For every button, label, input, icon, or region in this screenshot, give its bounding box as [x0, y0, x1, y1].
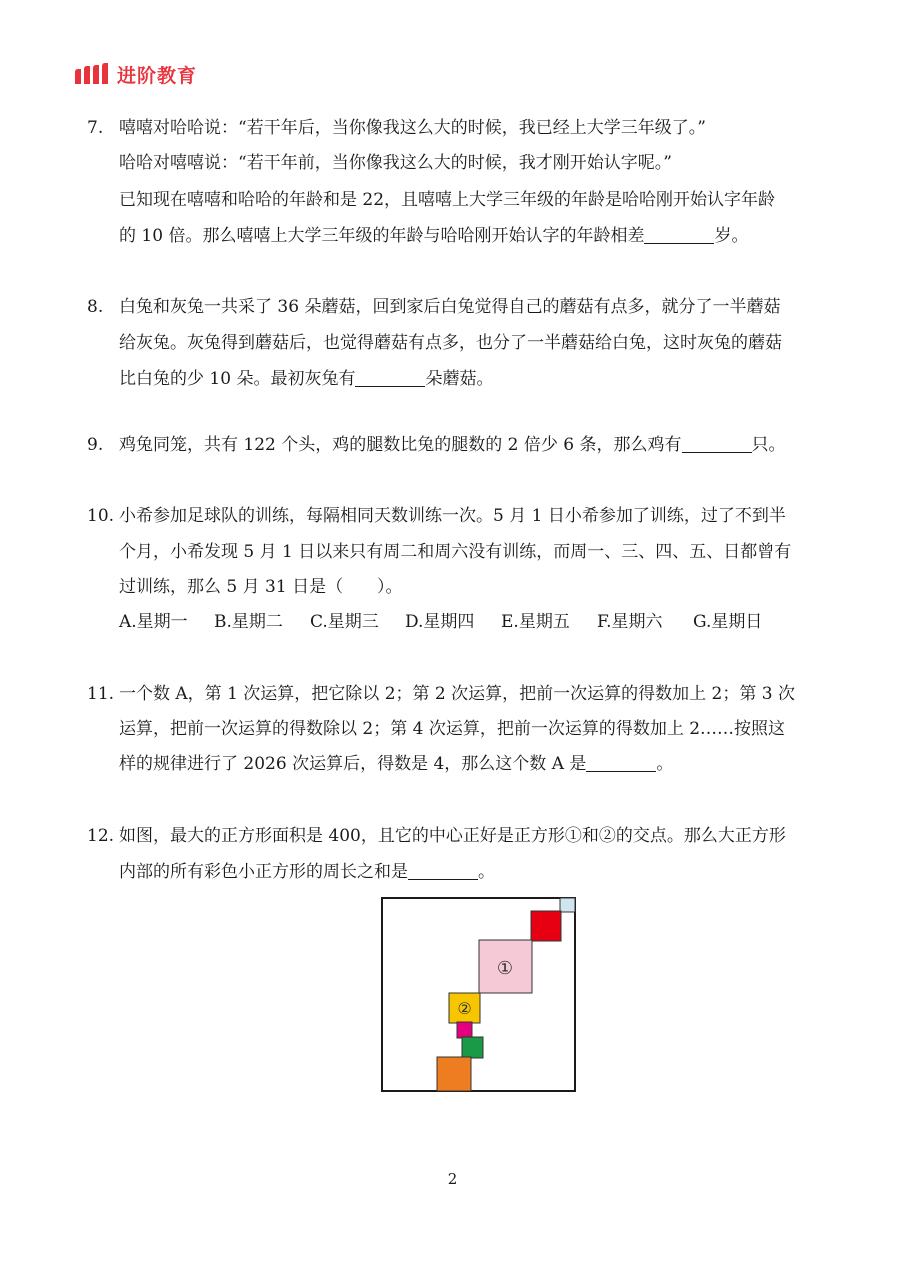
- question-line: 哈哈对嘻嘻说：“若干年前，当你像我这么大的时候，我才刚开始认字呢。”: [119, 153, 672, 173]
- question-text: 内部的所有彩色小正方形的周长之和是: [119, 862, 408, 882]
- option-g: G.星期日: [693, 612, 763, 632]
- question-number: 9.: [87, 435, 104, 455]
- question-line: 白兔和灰兔一共采了 36 朵蘑菇，回到家后白兔觉得自己的蘑菇有点多，就分了一半蘑菇: [119, 297, 781, 317]
- page-number: 2: [447, 1170, 458, 1188]
- question-line-with-blank: [119, 753, 673, 775]
- question-number: 12.: [87, 826, 115, 846]
- brand-logo-icon: [74, 63, 114, 85]
- option-d: D.星期四: [405, 612, 475, 632]
- question-line: 已知现在嘻嘻和哈哈的年龄和是 22，且嘻嘻上大学三年级的年龄是哈哈刚开始认字年龄: [119, 190, 776, 210]
- magenta-square: [457, 1022, 472, 1038]
- question-number: 10.: [87, 506, 115, 526]
- answer-blank: [682, 434, 752, 453]
- question-line-with-blank: [119, 861, 495, 883]
- orange-square: [437, 1057, 471, 1091]
- question-text: 鸡兔同笼，共有 122 个头，鸡的腿数比兔的腿数的 2 倍少 6 条，那么鸡有: [119, 435, 682, 455]
- label-2: ②: [457, 999, 472, 1018]
- question-suffix: 朵蘑菇。: [425, 369, 494, 389]
- question-number: 11.: [87, 684, 115, 704]
- question-suffix: 。: [478, 862, 495, 882]
- question-suffix: 岁。: [714, 226, 749, 246]
- answer-blank: [644, 225, 714, 244]
- question-line: 过训练，那么 5 月 31 日是（ ）。: [119, 577, 403, 597]
- option-e: E.星期五: [501, 612, 570, 632]
- red-square: [531, 911, 561, 941]
- answer-blank: [355, 368, 425, 387]
- question-text: 样的规律进行了 2026 次运算后，得数是 4，那么这个数 A 是: [119, 754, 587, 774]
- question-line: 一个数 A，第 1 次运算，把它除以 2；第 2 次运算，把前一次运算的得数加上 2；第 3 次: [119, 684, 795, 704]
- question-suffix: 只。: [751, 435, 786, 455]
- question-line-with-blank: [119, 225, 748, 247]
- brand-name: 进阶教育: [117, 64, 198, 87]
- green-square: [462, 1037, 483, 1058]
- option-c: C.星期三: [310, 612, 379, 632]
- question-line: 运算，把前一次运算的得数除以 2；第 4 次运算，把前一次运算的得数加上 2……按照这: [119, 719, 786, 739]
- question-line: 嘻嘻对哈哈说：“若干年后，当你像我这么大的时候，我已经上大学三年级了。”: [119, 118, 706, 138]
- option-f: F.星期六: [597, 612, 663, 632]
- question-number: 8.: [87, 297, 104, 317]
- squares-figure: [380, 896, 578, 1094]
- light-blue-square: [560, 898, 575, 912]
- option-a: A.星期一: [119, 612, 188, 632]
- question-text: 的 10 倍。那么嘻嘻上大学三年级的年龄与哈哈刚开始认字的年龄相差: [119, 226, 645, 246]
- answer-blank: [408, 861, 478, 880]
- question-text: 比白兔的少 10 朵。最初灰兔有: [119, 369, 356, 389]
- option-b: B.星期二: [214, 612, 283, 632]
- question-line: 小希参加足球队的训练，每隔相同天数训练一次。5 月 1 日小希参加了训练，过了不到半: [119, 506, 786, 526]
- answer-blank: [586, 753, 656, 772]
- question-number: 7.: [87, 118, 104, 138]
- brand-logo: [74, 60, 197, 88]
- question-line: 如图，最大的正方形面积是 400，且它的中心正好是正方形①和②的交点。那么大正方形: [119, 826, 786, 846]
- question-line: 个月，小希发现 5 月 1 日以来只有周二和周六没有训练，而周一、三、四、五、日都曾有: [119, 542, 792, 562]
- question-line-with-blank: [119, 434, 786, 456]
- label-1: ①: [496, 958, 514, 979]
- question-line-with-blank: [119, 368, 493, 390]
- question-suffix: 。: [656, 754, 674, 774]
- question-line: 给灰兔。灰兔得到蘑菇后，也觉得蘑菇有点多，也分了一半蘑菇给白兔，这时灰兔的蘑菇: [119, 333, 782, 353]
